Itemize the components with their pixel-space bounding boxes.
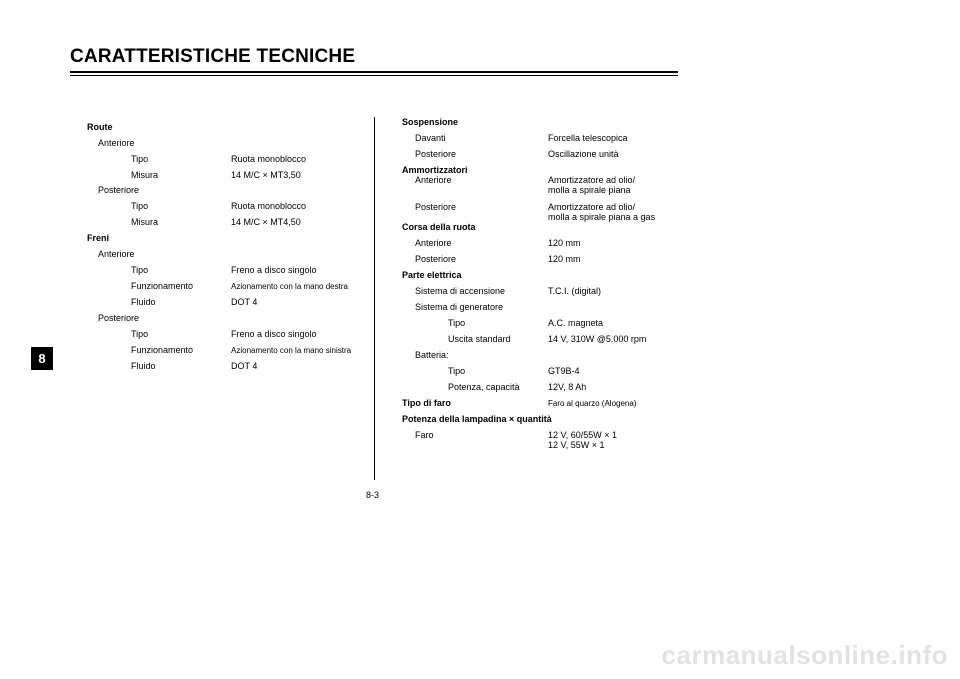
shocks-rear-label: Posteriore: [415, 202, 457, 212]
brakes-rear-type-value: Freno a disco singolo: [231, 329, 317, 339]
brakes-front-fluid-label: Fluido: [131, 297, 156, 307]
travel-front-label: Anteriore: [415, 238, 452, 248]
battery-type-value: GT9B-4: [548, 366, 580, 376]
route-rear-label: Posteriore: [98, 185, 140, 195]
column-divider: [374, 117, 375, 480]
section-heading-electrical: Parte elettrica: [402, 270, 462, 280]
title-rule-thick: [70, 71, 678, 73]
headlight-type-value: Faro al quarzo (Alogena): [548, 399, 637, 408]
bulb-headlight-value-line2: 12 V, 55W × 1: [548, 440, 605, 450]
battery-type-label: Tipo: [448, 366, 466, 376]
brakes-rear-type-label: Tipo: [131, 329, 149, 339]
bulb-headlight-value-line1: 12 V, 60/55W × 1: [548, 430, 617, 440]
section-heading-route: Route: [87, 122, 113, 132]
generator-label: Sistema di generatore: [415, 302, 504, 312]
generator-type-value: A.C. magneta: [548, 318, 604, 328]
section-heading-shocks: Ammortizzatori: [402, 165, 468, 175]
watermark: carmanualsonline.info: [661, 640, 948, 670]
route-front-size-value: 14 M/C × MT3,50: [231, 170, 301, 180]
battery-capacity-label: Potenza, capacità: [448, 382, 520, 392]
shocks-front-value-line2: molla a spirale piana: [548, 185, 631, 195]
brakes-front-label: Anteriore: [98, 249, 135, 259]
brakes-front-type-value: Freno a disco singolo: [231, 265, 317, 275]
brakes-front-type-label: Tipo: [131, 265, 149, 275]
section-heading-travel: Corsa della ruota: [402, 222, 476, 232]
route-front-type-label: Tipo: [131, 154, 149, 164]
route-front-label: Anteriore: [98, 138, 135, 148]
brakes-front-op-value: Azionamento con la mano destra: [231, 282, 348, 291]
generator-type-label: Tipo: [448, 318, 466, 328]
generator-output-value: 14 V, 310W @5.000 rpm: [548, 334, 647, 344]
route-front-type-value: Ruota monoblocco: [231, 154, 307, 164]
route-front-size-label: Misura: [131, 170, 159, 180]
section-heading-brakes: Freni: [87, 233, 110, 243]
route-rear-size-value: 14 M/C × MT4,50: [231, 217, 301, 227]
brakes-rear-op-label: Funzionamento: [131, 345, 194, 355]
page-title: CARATTERISTICHE TECNICHE: [70, 46, 356, 67]
route-rear-type-value: Ruota monoblocco: [231, 201, 307, 211]
brakes-rear-op-value: Azionamento con la mano sinistra: [231, 346, 352, 355]
chapter-tab: 8: [31, 347, 53, 370]
ignition-value: T.C.I. (digital): [548, 286, 602, 296]
suspension-front-value: Forcella telescopica: [548, 133, 628, 143]
suspension-front-label: Davanti: [415, 133, 446, 143]
battery-label: Batteria:: [415, 350, 449, 360]
route-rear-size-label: Misura: [131, 217, 159, 227]
brakes-rear-label: Posteriore: [98, 313, 140, 323]
suspension-rear-value: Oscillazione unità: [548, 149, 619, 159]
brakes-rear-fluid-label: Fluido: [131, 361, 156, 371]
page-number: 8-3: [366, 490, 380, 500]
suspension-rear-label: Posteriore: [415, 149, 457, 159]
route-rear-type-label: Tipo: [131, 201, 149, 211]
bulb-headlight-label: Faro: [415, 430, 434, 440]
section-heading-bulbs: Potenza della lampadina × quantità: [402, 414, 552, 424]
brakes-rear-fluid-value: DOT 4: [231, 361, 258, 371]
brakes-front-op-label: Funzionamento: [131, 281, 194, 291]
shocks-rear-value-line1: Amortizzatore ad olio/: [548, 202, 636, 212]
section-heading-headlight: Tipo di faro: [402, 398, 451, 408]
shocks-front-value-line1: Amortizzatore ad olio/: [548, 175, 636, 185]
generator-output-label: Uscita standard: [448, 334, 511, 344]
travel-front-value: 120 mm: [548, 238, 581, 248]
ignition-label: Sistema di accensione: [415, 286, 506, 296]
section-heading-suspension: Sospensione: [402, 117, 459, 127]
travel-rear-value: 120 mm: [548, 254, 581, 264]
brakes-front-fluid-value: DOT 4: [231, 297, 258, 307]
shocks-rear-value-line2: molla a spirale piana a gas: [548, 212, 656, 222]
battery-capacity-value: 12V, 8 Ah: [548, 382, 587, 392]
travel-rear-label: Posteriore: [415, 254, 457, 264]
title-rule-thin: [70, 75, 678, 76]
shocks-front-label: Anteriore: [415, 175, 452, 185]
